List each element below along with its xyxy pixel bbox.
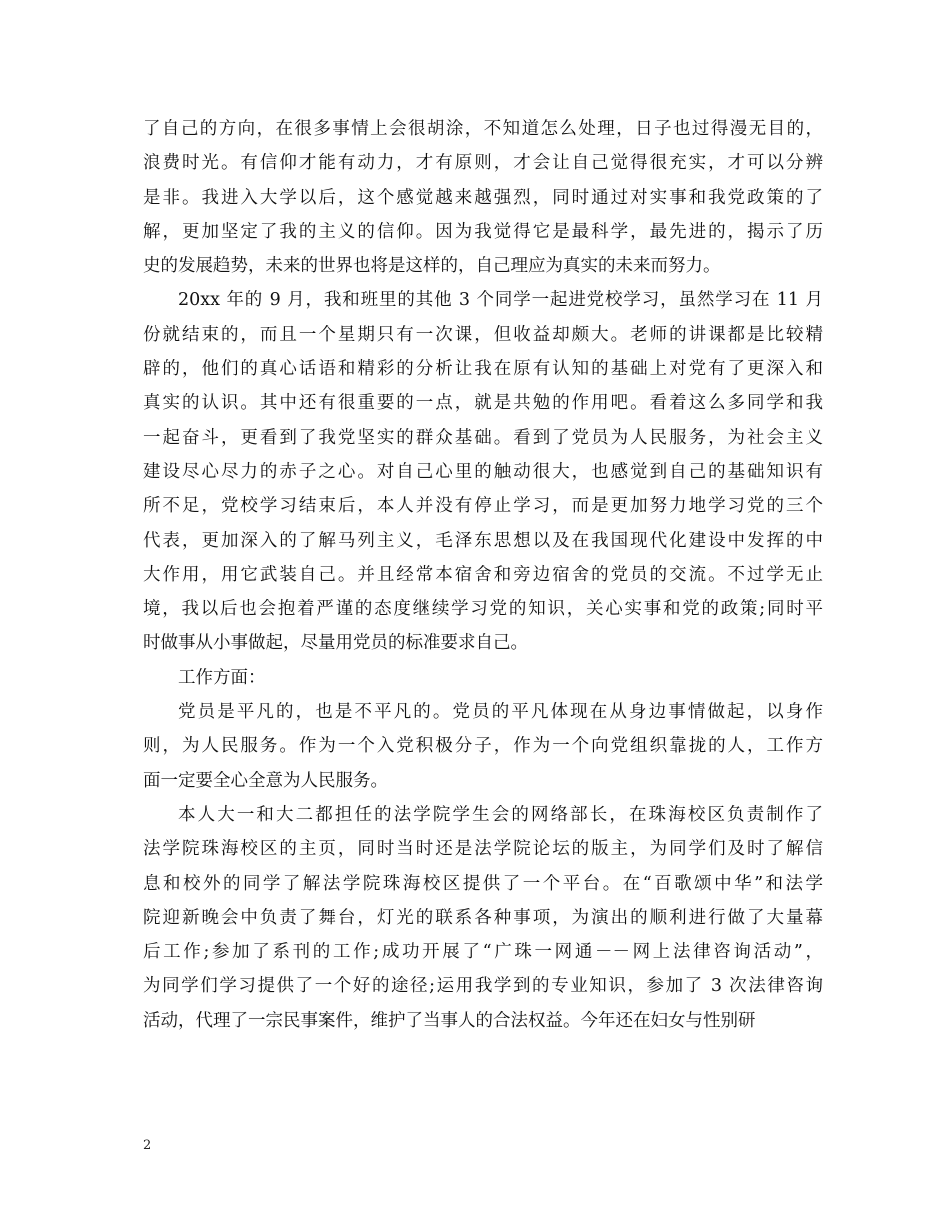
text-line: 所不足，党校学习结束后，本人并没有停止学习，而是更加努力地学习党的三个: [143, 496, 823, 517]
paragraph: [143, 695, 823, 798]
text-line: 解，更加坚定了我的主义的信仰。因为我觉得它是最科学，最先进的，揭示了历: [143, 221, 823, 242]
text-line: 活动，代理了一宗民事案件，维护了当事人的合法权益。今年还在妇女与性别研: [143, 1010, 756, 1031]
text-line: 院迎新晚会中负责了舞台，灯光的联系各种事项，为演出的顺利进行做了大量幕: [143, 907, 823, 928]
text-line: 为同学们学习提供了一个好的途径;运用我学到的专业知识，参加了 3 次法律咨询: [143, 976, 823, 997]
text-line: 史的发展趋势，未来的世界也将是这样的，自己理应为真实的未来而努力。: [143, 256, 721, 277]
text-line: 一起奋斗，更看到了我党坚实的群众基础。看到了党员为人民服务，为社会主义: [143, 427, 823, 448]
text-line: 时做事从小事做起，尽量用党员的标准要求自己。: [143, 633, 528, 654]
text-line: 工作方面：: [178, 667, 266, 688]
text-line: 面一定要全心全意为人民服务。: [143, 770, 388, 791]
paragraph: [143, 798, 823, 1038]
text-line: 真实的认识。其中还有很重要的一点，就是共勉的作用吧。看着这么多同学和我: [143, 393, 823, 414]
text-line: 本人大一和大二都担任的法学院学生会的网络部长，在珠海校区负责制作了: [178, 804, 823, 825]
text-line: 浪费时光。有信仰才能有动力，才有原则，才会让自己觉得很充实，才可以分辨: [143, 153, 823, 174]
text-line: 则，为人民服务。作为一个入党积极分子，作为一个向党组织靠拢的人，工作方: [143, 736, 823, 757]
text-line: 境，我以后也会抱着严谨的态度继续学习党的知识，关心实事和党的政策;同时平: [143, 599, 823, 620]
text-line: 党员是平凡的，也是不平凡的。党员的平凡体现在从身边事情做起，以身作: [178, 702, 823, 723]
text-line: 是非。我进入大学以后，这个感觉越来越强烈，同时通过对实事和我党政策的了: [143, 187, 823, 208]
text-line: 代表，更加深入的了解马列主义，毛泽东思想以及在我国现代化建设中发挥的中: [143, 530, 823, 551]
text-line: 建设尽心尽力的赤子之心。对自己心里的触动很大，也感觉到自己的基础知识有: [143, 461, 823, 482]
text-line: 后工作;参加了系刊的工作;成功开展了“广珠一网通－－网上法律咨询活动”，: [143, 942, 823, 963]
text-line: 大作用，用它武装自己。并且经常本宿舍和旁边宿舍的党员的交流。不过学无止: [143, 564, 823, 585]
paragraph: [143, 283, 823, 660]
text-line: 法学院珠海校区的主页，同时当时还是法学院论坛的版主，为同学们及时了解信: [143, 839, 823, 860]
text-line: 20xx 年的 9 月，我和班里的其他 3 个同学一起进党校学习，虽然学习在 11 月: [178, 290, 823, 311]
paragraph: [143, 661, 823, 695]
text-line: 份就结束的，而且一个星期只有一次课，但收益却颇大。老师的讲课都是比较精: [143, 324, 823, 345]
page-number: 2: [143, 1138, 152, 1153]
text-line: 了自己的方向，在很多事情上会很胡涂，不知道怎么处理，日子也过得漫无目的，: [143, 119, 823, 139]
text-line: 息和校外的同学了解法学院珠海校区提供了一个平台。在“百歌颂中华”和法学: [143, 873, 823, 894]
text-line: 辟的，他们的真心话语和精彩的分析让我在原有认知的基础上对党有了更深入和: [143, 359, 823, 380]
document-body: [143, 112, 823, 1038]
paragraph: [143, 112, 823, 283]
